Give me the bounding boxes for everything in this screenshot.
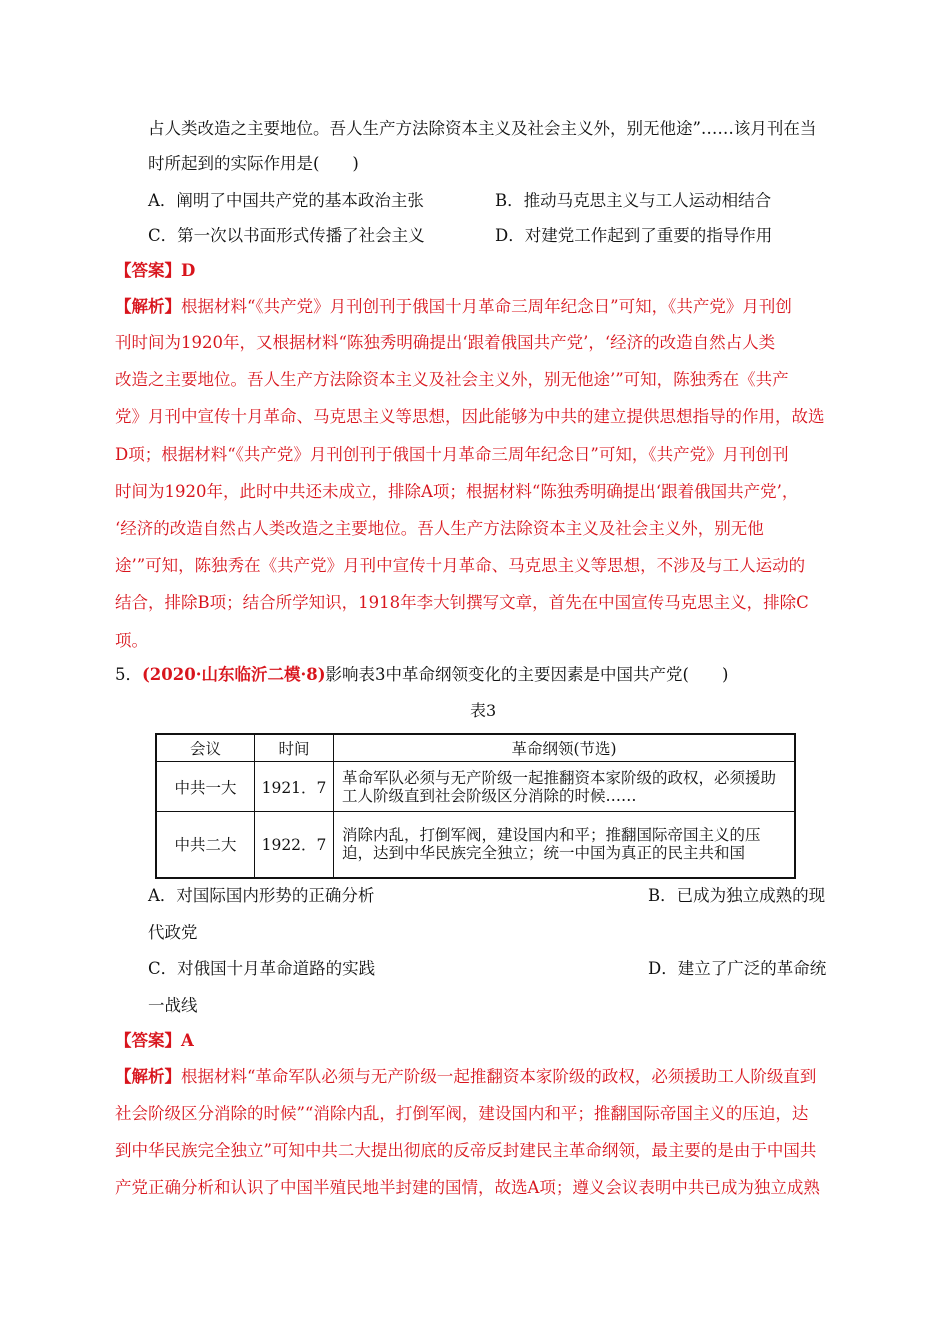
table-cell-time: 1921．7 [255, 762, 334, 812]
q4-explanation-line-8: 途’”可知，陈独秀在《共产党》月刊中宣传十月革命、马克思主义等思想，不涉及与工人运动的 [115, 556, 806, 575]
q5-option-d-wrap: 一战线 [148, 996, 198, 1015]
q4-answer [115, 260, 195, 282]
q5-explanation-line-2: 社会阶级区分消除的时候”“消除内乱，打倒军阀，建设国内和平；推翻国际帝国主义的压迫，达 [115, 1104, 809, 1123]
q4-explanation-text-1: 根据材料“《共产党》月刊创刊于俄国十月革命三周年纪念日”可知，《共产党》月刊创 [181, 297, 792, 316]
q4-explanation-line-4: 党》月刊中宣传十月革命、马克思主义等思想，因此能够为中共的建立提供思想指导的作用，故选 [115, 407, 825, 426]
q5-stem-text: 影响表3中革命纲领变化的主要因素是中国共产党( ) [325, 665, 729, 684]
q4-explanation-line-5: D项；根据材料“《共产党》月刊创刊于俄国十月革命三周年纪念日”可知，《共产党》月刊创刊 [115, 445, 789, 464]
q4-explanation-line-9: 结合，排除B项；结合所学知识，1918年李大钊撰写文章，首先在中国宣传马克思主义，排除C [115, 593, 809, 612]
q5-answer-label: 【答案】 [115, 1031, 181, 1050]
q5-explanation-line-3: 到中华民族完全独立”可知中共二大提出彻底的反帝反封建民主革命纲领，最主要的是由于中国共 [115, 1141, 817, 1160]
table-caption: 表3 [470, 701, 497, 720]
q5-source: (2020·山东临沂二模·8) [142, 665, 326, 684]
q4-answer-label: 【答案】 [115, 261, 181, 280]
table-cell-program: 革命军队必须与无产阶级一起推翻资本家阶级的政权，必须援助工人阶级直到社会阶级区分消除的时候…… [334, 762, 796, 812]
table-cell-meeting: 中共一大 [156, 762, 255, 812]
q4-option-c: C．第一次以书面形式传播了社会主义 [148, 226, 425, 245]
revolution-program-table [155, 733, 796, 879]
q5-explanation-text-1: 根据材料“革命军队必须与无产阶级一起推翻资本家阶级的政权，必须援助工人阶级直到 [181, 1067, 817, 1086]
q4-option-d: D．对建党工作起到了重要的指导作用 [495, 226, 773, 245]
q4-explanation-line-3: 改造之主要地位。吾人生产方法除资本主义及社会主义外，别无他途’”可知，陈独秀在《共产 [115, 370, 789, 389]
table-cell-program: 消除内乱，打倒军阀，建设国内和平；推翻国际帝国主义的压迫，达到中华民族完全独立；统一中国为真正的民主共和国 [334, 812, 796, 878]
table-header-program: 革命纲领(节选) [334, 734, 796, 762]
q5-explanation-line-1 [115, 1066, 816, 1088]
q5-option-b: B．已成为独立成熟的现 [648, 886, 826, 905]
q4-option-b: B．推动马克思主义与工人运动相结合 [495, 191, 772, 210]
q4-explanation-label: 【解析】 [115, 297, 181, 316]
table-header-meeting: 会议 [156, 734, 255, 762]
table-cell-time: 1922．7 [255, 812, 334, 878]
q5-option-c: C．对俄国十月革命道路的实践 [148, 959, 376, 978]
table-row [156, 812, 795, 878]
q4-explanation-line-2: 刊时间为1920年，又根据材料“陈独秀明确提出‘跟着俄国共产党’，‘经济的改造自然占人类 [115, 333, 776, 352]
q4-explanation-line-10: 项。 [115, 631, 148, 650]
q5-answer [115, 1030, 194, 1052]
q4-explanation-line-6: 时间为1920年，此时中共还未成立，排除A项；根据材料“陈独秀明确提出‘跟着俄国共产党’， [115, 482, 799, 501]
q5-explanation-label: 【解析】 [115, 1067, 181, 1086]
q5-answer-value: A [181, 1031, 194, 1050]
q5-option-a: A．对国际国内形势的正确分析 [148, 886, 375, 905]
q4-answer-value: D [181, 261, 196, 280]
q4-stem-line-1: 占人类改造之主要地位。吾人生产方法除资本主义及社会主义外，别无他途”……该月刊在当 [148, 119, 817, 138]
q4-explanation-line-7: ‘经济的改造自然占人类改造之主要地位。吾人生产方法除资本主义及社会主义外，别无他 [115, 519, 764, 538]
table-row [156, 762, 795, 812]
q5-option-d: D．建立了广泛的革命统 [648, 959, 827, 978]
q5-explanation-line-4: 产党正确分析和认识了中国半殖民地半封建的国情，故选A项；遵义会议表明中共已成为独立成熟 [115, 1178, 820, 1197]
table-header-time: 时间 [255, 734, 334, 762]
table-cell-meeting: 中共二大 [156, 812, 255, 878]
q4-explanation-line-1 [115, 296, 792, 318]
q5-number: 5． [115, 665, 142, 684]
table-header-row [156, 734, 795, 762]
q5-stem [115, 664, 728, 686]
q4-option-a: A．阐明了中国共产党的基本政治主张 [148, 191, 424, 210]
q4-stem-line-2: 时所起到的实际作用是( ) [148, 154, 359, 173]
q5-option-b-wrap: 代政党 [148, 923, 198, 942]
